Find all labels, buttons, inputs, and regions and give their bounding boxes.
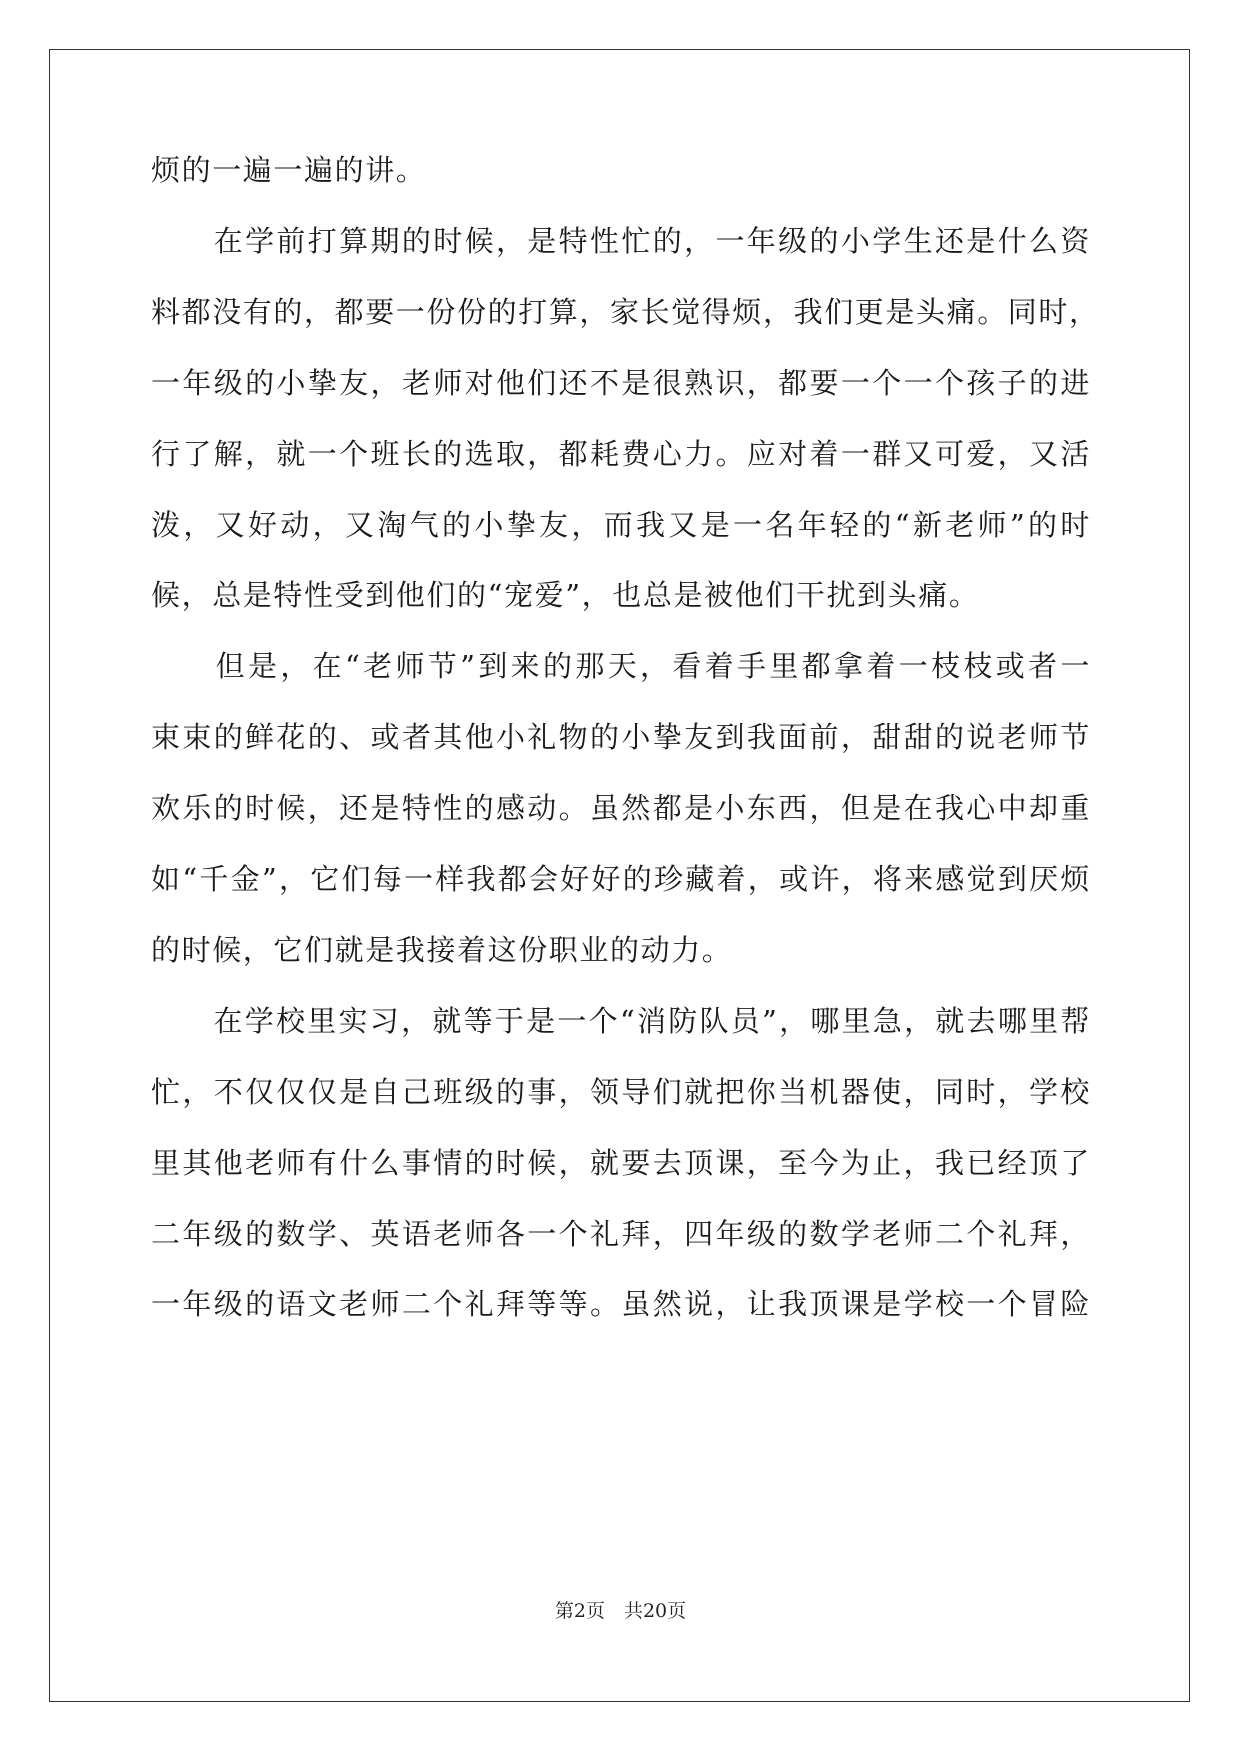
text-line: 泼，又好动，又淘气的小挚友，而我又是一名年轻的“新老师”的时	[151, 507, 1091, 542]
text-line: 在学校里实习，就等于是一个“消防队员”，哪里急，就去哪里帮	[151, 1003, 1091, 1038]
text-line: 忙，不仅仅仅是自己班级的事，领导们就把你当机器使，同时，学校	[151, 1074, 1091, 1109]
text-line: 候，总是特性受到他们的“宠爱”，也总是被他们干扰到头痛。	[151, 578, 980, 613]
text-line: 烦的一遍一遍的讲。	[151, 153, 427, 187]
page-footer: 第2页 共20页	[554, 1600, 687, 1622]
text-line: 里其他老师有什么事情的时候，就要去顶课，至今为止，我已经顶了	[151, 1145, 1091, 1180]
text-line: 一年级的语文老师二个礼拜等等。虽然说，让我顶课是学校一个冒险	[151, 1287, 1091, 1322]
text-line: 二年级的数学、英语老师各一个礼拜，四年级的数学老师二个礼拜，	[151, 1216, 1091, 1251]
text-line: 的时候，它们就是我接着这份职业的动力。	[151, 932, 733, 967]
text-line: 在学前打算期的时候，是特性忙的，一年级的小学生还是什么资	[151, 223, 1091, 258]
text-line: 但是，在“老师节”到来的那天，看着手里都拿着一枝枝或者一	[151, 649, 1091, 684]
text-line: 欢乐的时候，还是特性的感动。虽然都是小东西，但是在我心中却重	[151, 791, 1091, 826]
text-line: 料都没有的，都要一份份的打算，家长觉得烦，我们更是头痛。同时，	[151, 294, 1100, 329]
text-line: 束束的鲜花的、或者其他小礼物的小挚友到我面前，甜甜的说老师节	[151, 720, 1091, 755]
text-line: 如“千金”，它们每一样我都会好好的珍藏着，或许，将来感觉到厌烦	[151, 862, 1091, 896]
text-line: 一年级的小挚友，老师对他们还不是很熟识，都要一个一个孩子的进	[151, 365, 1091, 400]
text-line: 行了解，就一个班长的选取，都耗费心力。应对着一群又可爱，又活	[151, 436, 1091, 471]
